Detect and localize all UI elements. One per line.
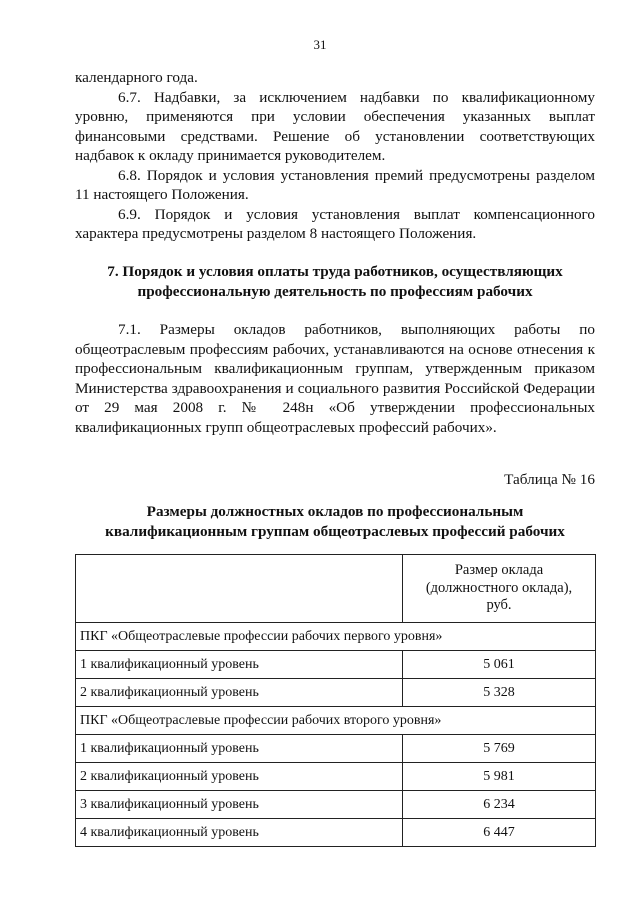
table-row <box>76 819 596 847</box>
header-salary-cell <box>403 555 596 623</box>
salary-cell: 5 061 <box>403 651 596 679</box>
salary-cell: 6 447 <box>403 819 596 847</box>
header-left-cell <box>76 555 403 623</box>
level-cell: 2 квалификационный уровень <box>76 679 403 707</box>
paragraph-6-9: 6.9. Порядок и условия установления выплат компенсационного характера предусмотрены разделом 8 настоящего Положения. <box>75 205 595 242</box>
section-heading-line2: профессиональную деятельность по профессиям рабочих <box>137 283 533 300</box>
table-label: Таблица № 16 <box>504 471 595 488</box>
header-salary-line1: Размер оклада <box>454 562 544 579</box>
level-cell: 4 квалификационный уровень <box>76 819 403 847</box>
body-text-7-1 <box>75 320 595 437</box>
table-row <box>76 763 596 791</box>
table-title-line2: квалификационным группам общеотраслевых профессий рабочих <box>105 523 565 540</box>
table-title <box>75 502 595 542</box>
paragraph-6-8: 6.8. Порядок и условия установления премий предусмотрены разделом 11 настоящего Положения. <box>75 166 595 203</box>
level-cell: 2 квалификационный уровень <box>76 763 403 791</box>
salary-cell: 5 328 <box>403 679 596 707</box>
body-text-top <box>75 68 595 244</box>
section-heading <box>75 262 595 302</box>
salary-cell: 5 769 <box>403 735 596 763</box>
table-row <box>76 791 596 819</box>
table-row <box>76 651 596 679</box>
header-salary-line3: руб. <box>486 597 512 614</box>
table-title-line1: Размеры должностных окладов по профессиональным <box>146 503 524 520</box>
paragraph-continuation: календарного года. <box>75 69 198 86</box>
salary-cell: 5 981 <box>403 763 596 791</box>
table-row <box>76 735 596 763</box>
page-number: 31 <box>313 37 327 52</box>
group-title: ПКГ «Общеотраслевые профессии рабочих первого уровня» <box>76 623 596 651</box>
group-title: ПКГ «Общеотраслевые профессии рабочих второго уровня» <box>76 707 596 735</box>
group-row-first-level <box>76 623 596 651</box>
salary-table <box>75 554 596 847</box>
table-header-row <box>76 555 596 623</box>
paragraph-7-1: 7.1. Размеры окладов работников, выполняющих работы по общеотраслевым профессиям рабочих, устанавливаются на основе отнесения к профессиональным квалификационным группам, утвержденным приказом Министерства здравоохранения и социального развития Российской Федерации от 29 мая 2008 г. № 248н «Об утверждении профессиональных квалификационных групп общеотраслевых профессий рабочих». <box>75 321 595 436</box>
level-cell: 1 квалификационный уровень <box>76 651 403 679</box>
paragraph-6-7: 6.7. Надбавки, за исключением надбавки по квалификационному уровню, применяются при условии обеспечения указанных выплат финансовыми средствами. Решение об установлении соответствующих надбавок к окладу принимается руководителем. <box>75 88 595 164</box>
table-row <box>76 679 596 707</box>
level-cell: 3 квалификационный уровень <box>76 791 403 819</box>
header-salary-line2: (должностного оклада), <box>425 579 573 596</box>
level-cell: 1 квалификационный уровень <box>76 735 403 763</box>
section-heading-line1: 7. Порядок и условия оплаты труда работников, осуществляющих <box>107 263 563 280</box>
salary-cell: 6 234 <box>403 791 596 819</box>
group-row-second-level <box>76 707 596 735</box>
